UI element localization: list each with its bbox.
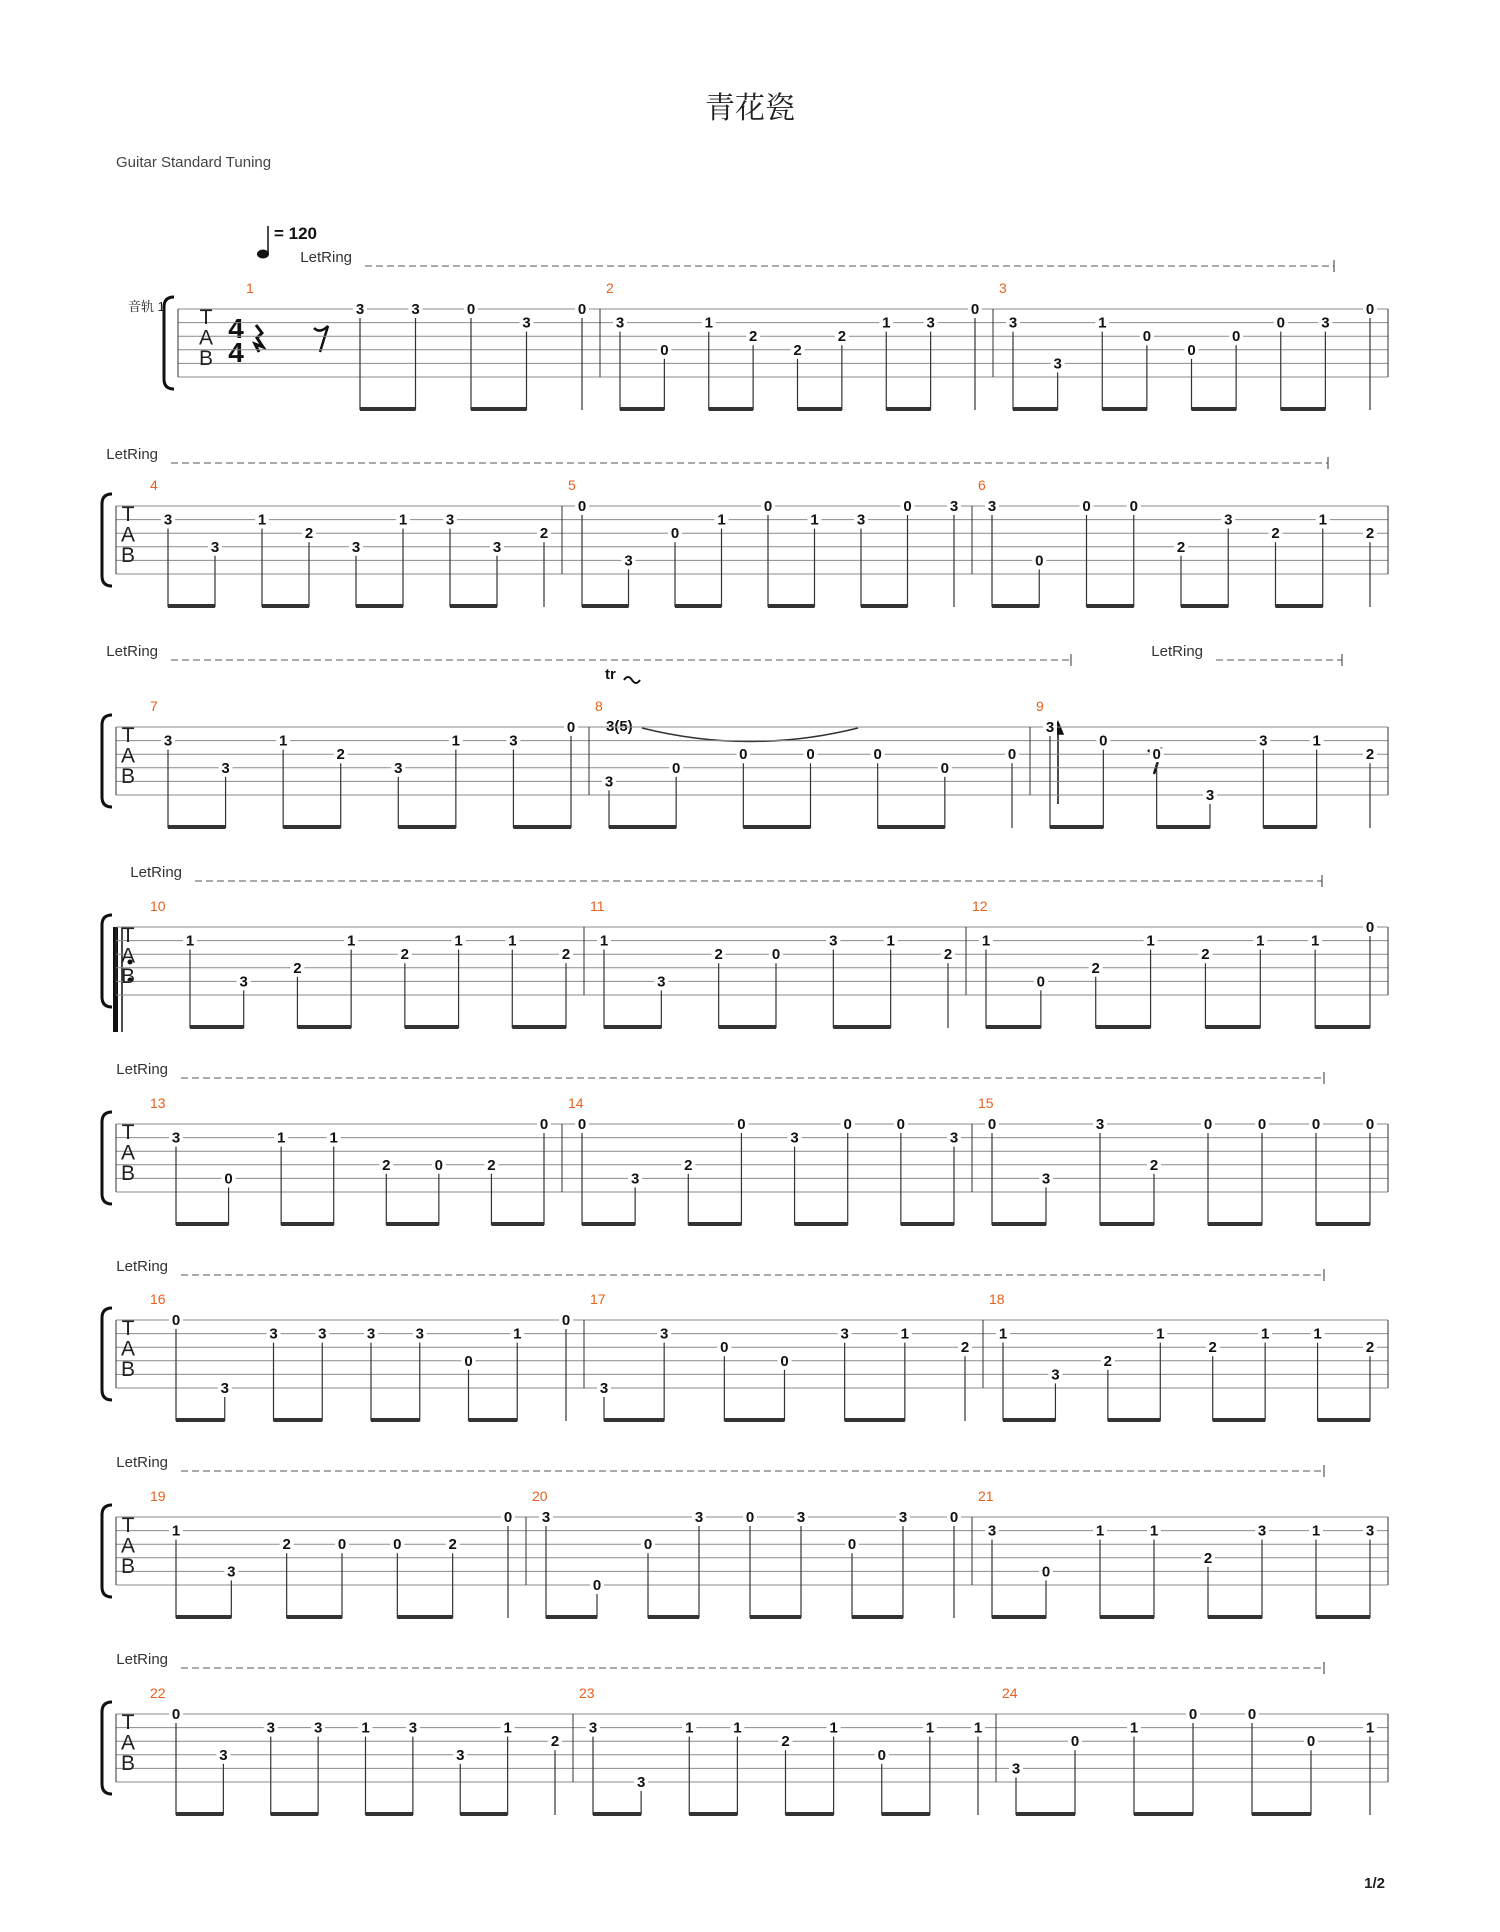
fret-number: 2: [793, 341, 802, 359]
fret-number: 1: [1156, 1325, 1165, 1343]
system-bracket: [102, 1112, 112, 1204]
fret-number: 2: [1365, 1339, 1375, 1357]
measure-number: 23: [579, 1685, 595, 1701]
system-bracket: [102, 1505, 112, 1597]
measure-number: 14: [568, 1095, 584, 1111]
tab-clef-letter: A: [120, 1337, 136, 1361]
fret-number: 1: [1312, 732, 1321, 750]
fret-number: 0: [1187, 341, 1196, 359]
fret-number: 3: [1011, 1760, 1021, 1778]
fret-number: 3: [1321, 314, 1330, 332]
tab-clef-letter: A: [120, 1141, 136, 1165]
fret-number: 3: [220, 1380, 229, 1397]
fret-number: 2: [1091, 959, 1100, 977]
fret-number: 3: [599, 1380, 609, 1397]
tab-system-7: [102, 1454, 1388, 1618]
fret-number: 1: [829, 1719, 838, 1737]
fret-number: 0: [1035, 552, 1044, 570]
fret-number: 3: [1205, 787, 1215, 804]
fret-number: 0: [171, 1312, 181, 1329]
fret-number: 0: [903, 498, 912, 515]
fret-number: 0: [1041, 1563, 1051, 1581]
measure-number: 4: [150, 477, 158, 493]
fret-number: 1: [513, 1325, 522, 1343]
fret-number: 2: [748, 328, 758, 346]
fret-number: 2: [336, 746, 345, 764]
svg-text:4: 4: [228, 337, 244, 368]
tab-clef-letter: T: [121, 923, 135, 947]
fret-number: 1: [810, 511, 819, 529]
system-bracket: [102, 1702, 112, 1794]
fret-number: 3: [624, 552, 633, 570]
fret-number: 3: [796, 1509, 806, 1526]
fret-number: 3: [790, 1129, 799, 1147]
time-signature: [228, 313, 244, 368]
fret-number: 0: [1365, 1116, 1375, 1133]
measure-number: 5: [568, 477, 576, 493]
tab-clef-letter: B: [120, 543, 136, 567]
slur-arc: [642, 728, 858, 742]
fret-number: 3: [411, 301, 420, 318]
fret-number: 1: [1146, 932, 1155, 950]
fret-number: 0: [1257, 1116, 1267, 1133]
measure-number: 11: [590, 898, 605, 914]
fret-number: 0: [643, 1536, 653, 1554]
fret-number: 3: [1257, 1522, 1267, 1540]
fret-number: 1: [346, 932, 356, 950]
measure-number: 24: [1002, 1685, 1018, 1701]
fret-number: 3: [239, 973, 248, 991]
fret-number: 3: [541, 1509, 551, 1526]
fret-number: 3: [949, 1129, 959, 1147]
fret-number: 0: [1142, 328, 1152, 346]
fret-number: 3: [615, 314, 625, 332]
tab-clef-letter: B: [120, 1161, 136, 1185]
fret-number: 1: [398, 511, 408, 529]
tab-clef-letter: T: [121, 1316, 135, 1340]
fret-number: 3: [221, 759, 230, 777]
tab-clef-letter: A: [120, 744, 136, 768]
fret-number: 0: [577, 1116, 587, 1133]
tab-clef-letter: T: [121, 723, 135, 747]
trill-marking: [605, 666, 640, 683]
fret-number: 3: [1095, 1116, 1105, 1133]
fret-number: 2: [304, 525, 314, 543]
fret-number: 1: [599, 932, 609, 950]
fret-number: 1: [257, 511, 267, 529]
quarter-note-icon: [257, 250, 269, 259]
fret-number: 2: [1365, 746, 1375, 764]
fret-number: 3: [163, 511, 173, 529]
fret-number: 0: [1082, 498, 1091, 515]
fret-number: 1: [185, 932, 195, 950]
fret-number: 2: [448, 1536, 457, 1554]
fret-number: 0: [1036, 973, 1046, 991]
fret-number: 1: [1311, 1522, 1321, 1540]
page-number: 1/2: [1364, 1875, 1385, 1892]
fret-number: 1: [733, 1719, 742, 1737]
tab-systems: [102, 249, 1388, 1815]
fret-number: 3: [366, 1325, 376, 1343]
fret-number: 0: [847, 1536, 857, 1554]
fret-number: 2: [943, 946, 953, 964]
fret-number: 0: [780, 1352, 789, 1370]
fret-number: 0: [434, 1156, 444, 1174]
let-ring-label: LetRing: [1151, 643, 1203, 660]
fret-number: 0: [1311, 1116, 1321, 1133]
fret-number: 1: [451, 732, 461, 750]
fret-number: 1: [276, 1129, 286, 1147]
fret-number: 1: [1098, 314, 1107, 332]
fret-number: 2: [714, 946, 723, 964]
fret-number: 2: [293, 959, 302, 977]
measure-number: 17: [590, 1291, 606, 1307]
fret-number: 0: [337, 1536, 347, 1554]
measure-number: 18: [989, 1291, 1005, 1307]
tab-clef-letter: B: [120, 964, 136, 988]
tab-system-3: [102, 643, 1388, 828]
fret-number: 2: [837, 328, 847, 346]
fret-number: 0: [1247, 1706, 1257, 1723]
tab-clef-letter: T: [121, 1513, 135, 1537]
fret-number: 0: [1129, 498, 1138, 515]
fret-number: 3: [604, 773, 614, 791]
fret-number: 0: [987, 1116, 997, 1133]
fret-number: 3: [318, 1325, 327, 1343]
fret-number: 3: [1224, 511, 1233, 529]
tab-clef-letter: B: [120, 1357, 136, 1381]
fret-number: 0: [671, 759, 681, 777]
fret-number: 0: [503, 1509, 513, 1526]
measure-number: 7: [150, 698, 158, 714]
fret-number: 0: [873, 746, 882, 764]
fret-number: 2: [561, 946, 571, 964]
system-bracket: [164, 297, 174, 389]
tab-system-6: [102, 1258, 1388, 1421]
measure-number: 6: [978, 477, 986, 493]
tab-clef-letter: T: [199, 305, 213, 329]
measure-number: 15: [978, 1095, 994, 1111]
fret-number: 0: [577, 301, 587, 318]
fret-number: 0: [1203, 1116, 1213, 1133]
fret-number: 3: [840, 1325, 849, 1343]
fret-number: 1: [925, 1719, 935, 1737]
fret-number: 2: [1208, 1339, 1217, 1357]
fret-number: 3: [445, 511, 455, 529]
fret-number: 1: [1129, 1719, 1139, 1737]
fret-number: 3: [987, 1522, 997, 1540]
fret-number: 2: [684, 1156, 693, 1174]
fret-number: 0: [224, 1170, 233, 1188]
fret-number: 0: [171, 1706, 181, 1723]
fret-number: 0: [970, 301, 980, 318]
fret-number: 2: [400, 946, 410, 964]
system-bracket: [102, 915, 112, 1007]
tab-clef-letter: T: [121, 502, 135, 526]
fret-number: 3: [313, 1719, 323, 1737]
fret-number: 2: [1271, 525, 1280, 543]
fret-number: 3: [394, 759, 403, 777]
tab-clef-letter: B: [120, 764, 136, 788]
fret-number: 0: [949, 1509, 959, 1526]
fret-number: 3: [408, 1719, 418, 1737]
trill-label: tr: [605, 666, 616, 683]
fret-number: 3: [492, 538, 502, 556]
fret-number: 1: [508, 932, 517, 950]
fret-number: 3: [219, 1746, 228, 1764]
fret-number: 1: [886, 932, 895, 950]
fret-number: 3: [456, 1746, 465, 1764]
measure-number: 16: [150, 1291, 166, 1307]
score-title: 青花瓷: [705, 91, 795, 126]
let-ring-label: LetRing: [106, 643, 158, 660]
fret-number: 3: [1051, 1366, 1060, 1384]
measure-number: 19: [150, 1488, 166, 1504]
measure-number: 1: [246, 280, 254, 296]
fret-number: 3: [657, 973, 666, 991]
fret-number: 0: [539, 1116, 549, 1133]
fret-number: 3: [1045, 719, 1055, 736]
fret-number: 0: [739, 746, 748, 764]
tab-system-5: [102, 1061, 1388, 1225]
fret-number: 1: [981, 932, 991, 950]
fret-number: 0: [843, 1116, 852, 1133]
fret-number: 1: [704, 314, 713, 332]
fret-number: 2: [1103, 1352, 1113, 1370]
fret-number: 0: [763, 498, 773, 515]
tab-clef-letter: B: [120, 1751, 136, 1775]
fret-number: 1: [1256, 932, 1265, 950]
measure-number: 13: [150, 1095, 166, 1111]
fret-number: 3: [355, 301, 365, 318]
fret-number: 0: [1365, 919, 1375, 936]
fret-number: 1: [998, 1325, 1008, 1343]
fret-number: 0: [592, 1577, 602, 1594]
fret-number: 0: [670, 525, 680, 543]
fret-number: 3: [266, 1719, 275, 1737]
measure-number: 10: [150, 898, 166, 914]
let-ring-label: LetRing: [116, 1061, 168, 1078]
fret-number: 1: [454, 932, 463, 950]
fret-number: 1: [1260, 1325, 1270, 1343]
fret-number: 0: [1007, 746, 1017, 764]
fret-number: 2: [550, 1733, 560, 1751]
tab-clef-letter: A: [120, 1731, 136, 1755]
fret-number: 3: [351, 538, 361, 556]
fret-number: 3: [1053, 355, 1062, 373]
fret-number: 1: [1365, 1719, 1375, 1737]
eighth-rest-icon: [314, 326, 328, 352]
fret-number: 0: [466, 301, 476, 318]
fret-number: 3: [829, 932, 838, 950]
fret-number: 0: [1231, 328, 1241, 346]
measure-number: 3: [999, 280, 1007, 296]
fret-number: 0: [806, 746, 815, 764]
tab-clef-letter: A: [120, 944, 136, 968]
fret-number: 2: [487, 1156, 496, 1174]
tab-system-1: [164, 249, 1388, 410]
fret-number: 1: [717, 511, 726, 529]
system-bracket: [102, 1308, 112, 1400]
tab-system-4: [102, 864, 1388, 1028]
fret-number: 3: [415, 1325, 424, 1343]
fret-number: 2: [1201, 946, 1210, 964]
fret-number: 0: [1365, 301, 1375, 318]
let-ring-label: LetRing: [130, 864, 182, 881]
fret-number: 3: [171, 1129, 181, 1147]
fret-number: 0: [1070, 1733, 1080, 1751]
system-bracket: [102, 715, 112, 807]
system-bracket: [102, 494, 112, 586]
fret-number: 2: [1149, 1156, 1159, 1174]
fret-number: 1: [685, 1719, 694, 1737]
fret-number: 0: [745, 1509, 755, 1526]
fret-number: 0: [771, 946, 781, 964]
measure-number: 12: [972, 898, 988, 914]
fret-number: 2: [781, 1733, 790, 1751]
fret-number: 0: [464, 1352, 473, 1370]
fret-number: 1: [1318, 511, 1327, 529]
tab-clef-letter: A: [120, 1534, 136, 1558]
fret-number: 1: [882, 314, 891, 332]
fret-number: 3: [163, 732, 173, 750]
measure-number: 22: [150, 1685, 166, 1701]
fret-number: 3: [210, 538, 220, 556]
fret-number: 0: [566, 719, 576, 736]
fret-number: 2: [1365, 525, 1375, 543]
fret-number: 2: [960, 1339, 970, 1357]
tab-clef-letter: B: [120, 1554, 136, 1578]
let-ring-label: LetRing: [300, 249, 352, 266]
fret-number: 0: [896, 1116, 906, 1133]
fret-number: 3: [509, 732, 518, 750]
fret-number: 3: [227, 1563, 236, 1581]
fret-number: 3: [630, 1170, 640, 1188]
fret-number: 3: [636, 1774, 646, 1791]
tab-clef-letter: A: [120, 523, 136, 547]
fret-number: 0: [877, 1746, 886, 1764]
let-ring-label: LetRing: [106, 446, 158, 463]
fret-number: 3: [987, 498, 997, 515]
bend-annotation: 3(5): [606, 718, 633, 735]
fret-number: 0: [737, 1116, 746, 1133]
fret-number: 1: [503, 1719, 512, 1737]
fret-number: 1: [1310, 932, 1320, 950]
fret-number: 0: [1099, 732, 1108, 750]
track-name: 音轨 1: [128, 299, 165, 314]
quarter-rest-icon: [255, 325, 263, 352]
fret-number: 0: [577, 498, 587, 515]
fret-number: 3: [588, 1719, 598, 1737]
fret-number: 2: [1176, 538, 1186, 556]
fret-number: 3: [1041, 1170, 1051, 1188]
fret-number: 1: [329, 1129, 338, 1147]
fret-number: 3: [1259, 732, 1268, 750]
let-ring-label: LetRing: [116, 1258, 168, 1275]
fret-number: 0: [660, 341, 669, 359]
fret-number: 0: [1306, 1733, 1316, 1751]
fret-number: 2: [1203, 1549, 1213, 1567]
fret-number: 0: [1276, 314, 1285, 332]
measure-number: 8: [595, 698, 603, 714]
tab-clef-letter: B: [198, 346, 214, 370]
fret-number: 3: [1008, 314, 1018, 332]
tab-system-8: [102, 1651, 1388, 1815]
tab-clef-letter: A: [198, 326, 214, 350]
fret-number: 0: [720, 1339, 729, 1357]
fret-number: 1: [900, 1325, 910, 1343]
let-ring-label: LetRing: [116, 1651, 168, 1668]
fret-number: 0: [561, 1312, 571, 1329]
fret-number: 0: [1188, 1706, 1198, 1723]
fret-number: 3: [856, 511, 866, 529]
measure-number: 20: [532, 1488, 548, 1504]
tab-clef-letter: T: [121, 1120, 135, 1144]
tempo-value: = 120: [274, 224, 318, 243]
svg-text:4: 4: [228, 313, 244, 344]
fret-number: 3: [659, 1325, 669, 1343]
fret-number: 1: [973, 1719, 983, 1737]
tuning-subtitle: Guitar Standard Tuning: [116, 154, 272, 171]
fret-number: 1: [361, 1719, 370, 1737]
measure-number: 2: [606, 280, 614, 296]
fret-number: 3: [949, 498, 959, 515]
fret-number: 0: [1152, 746, 1161, 764]
fret-number: 2: [539, 525, 549, 543]
fret-number: 1: [1149, 1522, 1159, 1540]
fret-number: 3: [269, 1325, 278, 1343]
fret-number: 0: [393, 1536, 402, 1554]
fret-number: 3: [926, 314, 935, 332]
fret-number: 1: [1313, 1325, 1322, 1343]
tab-clef-letter: T: [121, 1710, 135, 1734]
measure-number: 21: [978, 1488, 994, 1504]
fret-number: 0: [940, 759, 950, 777]
let-ring-label: LetRing: [116, 1454, 168, 1471]
fret-number: 1: [1095, 1522, 1105, 1540]
fret-number: 1: [278, 732, 288, 750]
tab-system-2: [102, 446, 1388, 607]
fret-number: 2: [382, 1156, 391, 1174]
fret-number: 1: [171, 1522, 181, 1540]
measure-number: 9: [1036, 698, 1044, 714]
fret-number: 2: [282, 1536, 291, 1554]
fret-number: 3: [898, 1509, 908, 1526]
fret-number: 3: [522, 314, 531, 332]
fret-number: 3: [694, 1509, 704, 1526]
fret-number: 3: [1365, 1522, 1375, 1540]
